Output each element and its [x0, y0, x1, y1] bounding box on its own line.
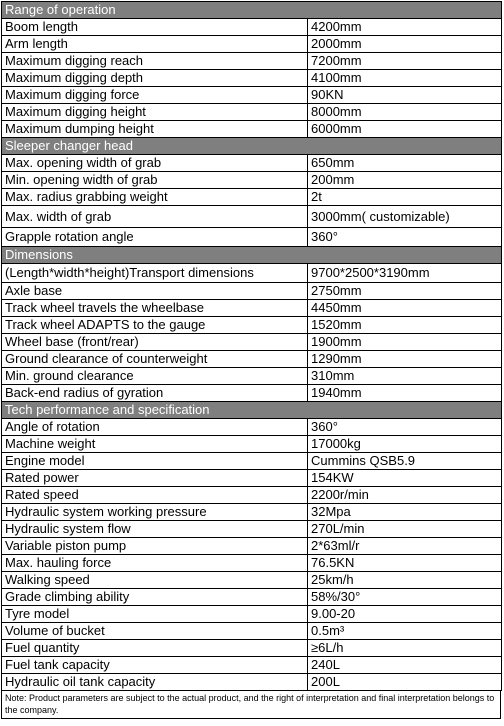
table-row — [2, 300, 502, 317]
param-value: 1940mm — [308, 385, 502, 402]
table-row — [2, 623, 502, 640]
param-value: 9700*2500*3190mm — [308, 264, 502, 283]
table-row — [2, 606, 502, 623]
param-label: Tyre model — [2, 606, 308, 623]
param-value: 4200mm — [308, 19, 502, 36]
param-value: 4450mm — [308, 300, 502, 317]
param-label: Arm length — [2, 36, 308, 53]
param-label: Grapple rotation angle — [2, 228, 308, 247]
param-label: Fuel tank capacity — [2, 657, 308, 674]
param-label: Hydraulic system working pressure — [2, 504, 308, 521]
param-value: 58%/30° — [308, 589, 502, 606]
table-row — [2, 572, 502, 589]
param-label: Max. hauling force — [2, 555, 308, 572]
param-label: Maximum digging height — [2, 104, 308, 121]
param-value: 2t — [308, 189, 502, 206]
section-header — [2, 402, 502, 419]
section-header — [2, 247, 502, 264]
spec-sheet — [1, 1, 501, 719]
param-label: Max. width of grab — [2, 206, 308, 228]
table-row — [2, 19, 502, 36]
section-header — [2, 138, 502, 155]
param-value: 240L — [308, 657, 502, 674]
table-row — [2, 206, 502, 228]
table-row — [2, 453, 502, 470]
param-value: 9.00-20 — [308, 606, 502, 623]
param-label: Track wheel ADAPTS to the gauge — [2, 317, 308, 334]
param-label: Maximum digging force — [2, 87, 308, 104]
param-label: Engine model — [2, 453, 308, 470]
param-label: Maximum dumping height — [2, 121, 308, 138]
table-row — [2, 87, 502, 104]
param-value: 650mm — [308, 155, 502, 172]
param-value: 3000mm( customizable) — [308, 206, 502, 228]
param-label: Min. ground clearance — [2, 368, 308, 385]
param-value: 17000kg — [308, 436, 502, 453]
table-row — [2, 385, 502, 402]
param-value: 200mm — [308, 172, 502, 189]
param-value: 1290mm — [308, 351, 502, 368]
table-row — [2, 70, 502, 87]
table-row — [2, 640, 502, 657]
table-row — [2, 317, 502, 334]
param-label: Min. opening width of grab — [2, 172, 308, 189]
param-label: Walking speed — [2, 572, 308, 589]
param-value: 200L — [308, 674, 502, 691]
table-row — [2, 657, 502, 674]
table-row — [2, 104, 502, 121]
table-row — [2, 189, 502, 206]
param-value: 0.5m³ — [308, 623, 502, 640]
table-row — [2, 351, 502, 368]
footnote: Note: Product parameters are subject to the actual product, and the right of interpretation and final interpretation belongs to the company. — [1, 691, 501, 719]
param-value: 154KW — [308, 470, 502, 487]
section-title: Tech performance and specification — [2, 402, 502, 419]
param-label: Grade climbing ability — [2, 589, 308, 606]
param-label: Variable piston pump — [2, 538, 308, 555]
table-row — [2, 36, 502, 53]
table-row — [2, 53, 502, 70]
param-value: ≥6L/h — [308, 640, 502, 657]
param-label: Wheel base (front/rear) — [2, 334, 308, 351]
param-label: Hydraulic system flow — [2, 521, 308, 538]
param-label: Max. opening width of grab — [2, 155, 308, 172]
table-row — [2, 155, 502, 172]
param-value: Cummins QSB5.9 — [308, 453, 502, 470]
table-row — [2, 436, 502, 453]
param-value: 1900mm — [308, 334, 502, 351]
param-value: 8000mm — [308, 104, 502, 121]
param-value: 270L/min — [308, 521, 502, 538]
table-row — [2, 334, 502, 351]
table-row — [2, 538, 502, 555]
param-label: Ground clearance of counterweight — [2, 351, 308, 368]
param-value: 360° — [308, 228, 502, 247]
param-value: 2000mm — [308, 36, 502, 53]
param-value: 1520mm — [308, 317, 502, 334]
param-label: Boom length — [2, 19, 308, 36]
table-row — [2, 172, 502, 189]
table-row — [2, 283, 502, 300]
section-title: Sleeper changer head — [2, 138, 502, 155]
table-row — [2, 368, 502, 385]
param-label: Axle base — [2, 283, 308, 300]
table-row — [2, 589, 502, 606]
param-label: Maximum digging depth — [2, 70, 308, 87]
param-value: 32Mpa — [308, 504, 502, 521]
table-row — [2, 521, 502, 538]
param-value: 310mm — [308, 368, 502, 385]
param-label: Maximum digging reach — [2, 53, 308, 70]
section-title: Range of operation — [2, 2, 502, 19]
section-header — [2, 2, 502, 19]
param-value: 7200mm — [308, 53, 502, 70]
param-value: 25km/h — [308, 572, 502, 589]
spec-table — [1, 1, 502, 691]
table-row — [2, 228, 502, 247]
table-row — [2, 121, 502, 138]
param-label: Volume of bucket — [2, 623, 308, 640]
param-label: Track wheel travels the wheelbase — [2, 300, 308, 317]
table-row — [2, 419, 502, 436]
table-row — [2, 264, 502, 283]
param-value: 4100mm — [308, 70, 502, 87]
param-label: Machine weight — [2, 436, 308, 453]
param-value: 90KN — [308, 87, 502, 104]
param-label: Hydraulic oil tank capacity — [2, 674, 308, 691]
table-row — [2, 487, 502, 504]
param-value: 76.5KN — [308, 555, 502, 572]
table-row — [2, 504, 502, 521]
param-value: 6000mm — [308, 121, 502, 138]
param-value: 360° — [308, 419, 502, 436]
param-label: Max. radius grabbing weight — [2, 189, 308, 206]
param-label: Back-end radius of gyration — [2, 385, 308, 402]
param-value: 2*63ml/r — [308, 538, 502, 555]
param-value: 2750mm — [308, 283, 502, 300]
table-row — [2, 555, 502, 572]
table-row — [2, 470, 502, 487]
param-label: (Length*width*height)Transport dimensions — [2, 264, 308, 283]
param-label: Angle of rotation — [2, 419, 308, 436]
param-label: Rated speed — [2, 487, 308, 504]
param-value: 2200r/min — [308, 487, 502, 504]
param-label: Fuel quantity — [2, 640, 308, 657]
param-label: Rated power — [2, 470, 308, 487]
section-title: Dimensions — [2, 247, 502, 264]
table-row — [2, 674, 502, 691]
